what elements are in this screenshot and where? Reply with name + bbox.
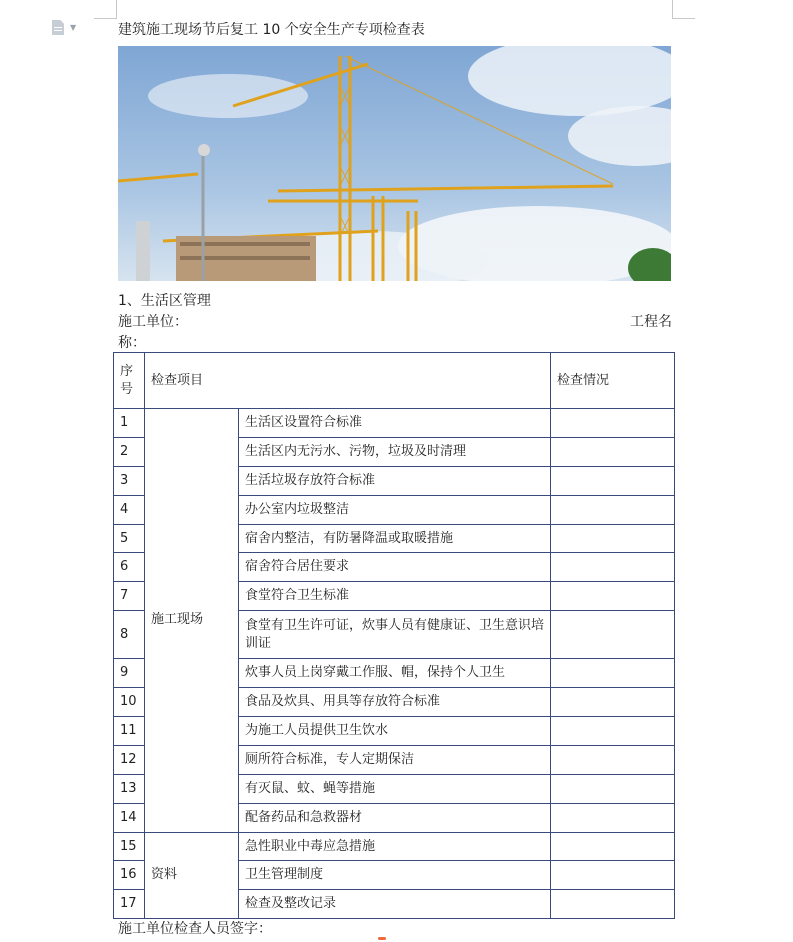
row-number: 10 bbox=[114, 688, 145, 717]
row-item: 宿舍内整洁，有防暑降温或取暖措施 bbox=[239, 524, 551, 553]
row-number: 17 bbox=[114, 890, 145, 919]
row-result-cell[interactable] bbox=[551, 611, 675, 659]
row-item: 宿舍符合居住要求 bbox=[239, 553, 551, 582]
row-item: 卫生管理制度 bbox=[239, 861, 551, 890]
header-no: 序号 bbox=[114, 353, 145, 409]
header-result: 检查情况 bbox=[551, 353, 675, 409]
row-number: 7 bbox=[114, 582, 145, 611]
row-number: 8 bbox=[114, 611, 145, 659]
group-docs: 资料 bbox=[145, 832, 239, 919]
row-number: 2 bbox=[114, 437, 145, 466]
row-number: 4 bbox=[114, 495, 145, 524]
row-result-cell[interactable] bbox=[551, 553, 675, 582]
chevron-down-icon: ▼ bbox=[70, 23, 77, 32]
row-item: 办公室内垃圾整洁 bbox=[239, 495, 551, 524]
row-result-cell[interactable] bbox=[551, 688, 675, 717]
row-item: 有灭鼠、蚊、蝇等措施 bbox=[239, 774, 551, 803]
row-number: 3 bbox=[114, 466, 145, 495]
row-number: 5 bbox=[114, 524, 145, 553]
row-item: 食堂符合卫生标准 bbox=[239, 582, 551, 611]
page-corner-mark-right bbox=[672, 0, 695, 19]
project-name-label-wrap: 称： bbox=[118, 335, 146, 351]
signature-label: 施工单位检查人员签字： bbox=[118, 921, 272, 937]
row-result-cell[interactable] bbox=[551, 774, 675, 803]
row-number: 12 bbox=[114, 745, 145, 774]
table-row bbox=[114, 832, 675, 861]
row-item: 生活区设置符合标准 bbox=[239, 409, 551, 438]
construction-unit-label: 施工单位： bbox=[118, 314, 188, 330]
row-result-cell[interactable] bbox=[551, 832, 675, 861]
row-result-cell[interactable] bbox=[551, 524, 675, 553]
row-number: 16 bbox=[114, 861, 145, 890]
inspection-table bbox=[113, 352, 675, 919]
row-item: 急性职业中毒应急措施 bbox=[239, 832, 551, 861]
cursor-mark bbox=[378, 937, 386, 940]
row-item: 厕所符合标准，专人定期保洁 bbox=[239, 745, 551, 774]
row-number: 13 bbox=[114, 774, 145, 803]
row-number: 15 bbox=[114, 832, 145, 861]
document-icon bbox=[52, 20, 64, 35]
page-corner-mark-left bbox=[94, 0, 117, 19]
row-item: 食堂有卫生许可证，炊事人员有健康证、卫生意识培训证 bbox=[239, 611, 551, 659]
row-item: 生活区内无污水、污物，垃圾及时清理 bbox=[239, 437, 551, 466]
row-result-cell[interactable] bbox=[551, 582, 675, 611]
row-number: 11 bbox=[114, 717, 145, 746]
row-item: 检查及整改记录 bbox=[239, 890, 551, 919]
row-result-cell[interactable] bbox=[551, 803, 675, 832]
row-item: 生活垃圾存放符合标准 bbox=[239, 466, 551, 495]
row-item: 炊事人员上岗穿戴工作服、帽，保持个人卫生 bbox=[239, 659, 551, 688]
document-menu[interactable] bbox=[52, 20, 76, 35]
group-site: 施工现场 bbox=[145, 409, 239, 833]
row-item: 配备药品和急救器材 bbox=[239, 803, 551, 832]
construction-crane-photo bbox=[118, 46, 671, 281]
row-result-cell[interactable] bbox=[551, 717, 675, 746]
table-row bbox=[114, 409, 675, 438]
row-result-cell[interactable] bbox=[551, 745, 675, 774]
header-item: 检查项目 bbox=[145, 353, 551, 409]
row-result-cell[interactable] bbox=[551, 409, 675, 438]
row-result-cell[interactable] bbox=[551, 659, 675, 688]
row-item: 食品及炊具、用具等存放符合标准 bbox=[239, 688, 551, 717]
section-title: 1、生活区管理 bbox=[118, 293, 211, 309]
row-result-cell[interactable] bbox=[551, 466, 675, 495]
row-number: 6 bbox=[114, 553, 145, 582]
row-result-cell[interactable] bbox=[551, 495, 675, 524]
row-number: 9 bbox=[114, 659, 145, 688]
row-item: 为施工人员提供卫生饮水 bbox=[239, 717, 551, 746]
row-number: 1 bbox=[114, 409, 145, 438]
row-result-cell[interactable] bbox=[551, 437, 675, 466]
document-title: 建筑施工现场节后复工 10 个安全生产专项检查表 bbox=[118, 22, 425, 38]
project-name-label: 工程名 bbox=[630, 314, 672, 330]
row-result-cell[interactable] bbox=[551, 861, 675, 890]
row-result-cell[interactable] bbox=[551, 890, 675, 919]
table-header-row bbox=[114, 353, 675, 409]
row-number: 14 bbox=[114, 803, 145, 832]
